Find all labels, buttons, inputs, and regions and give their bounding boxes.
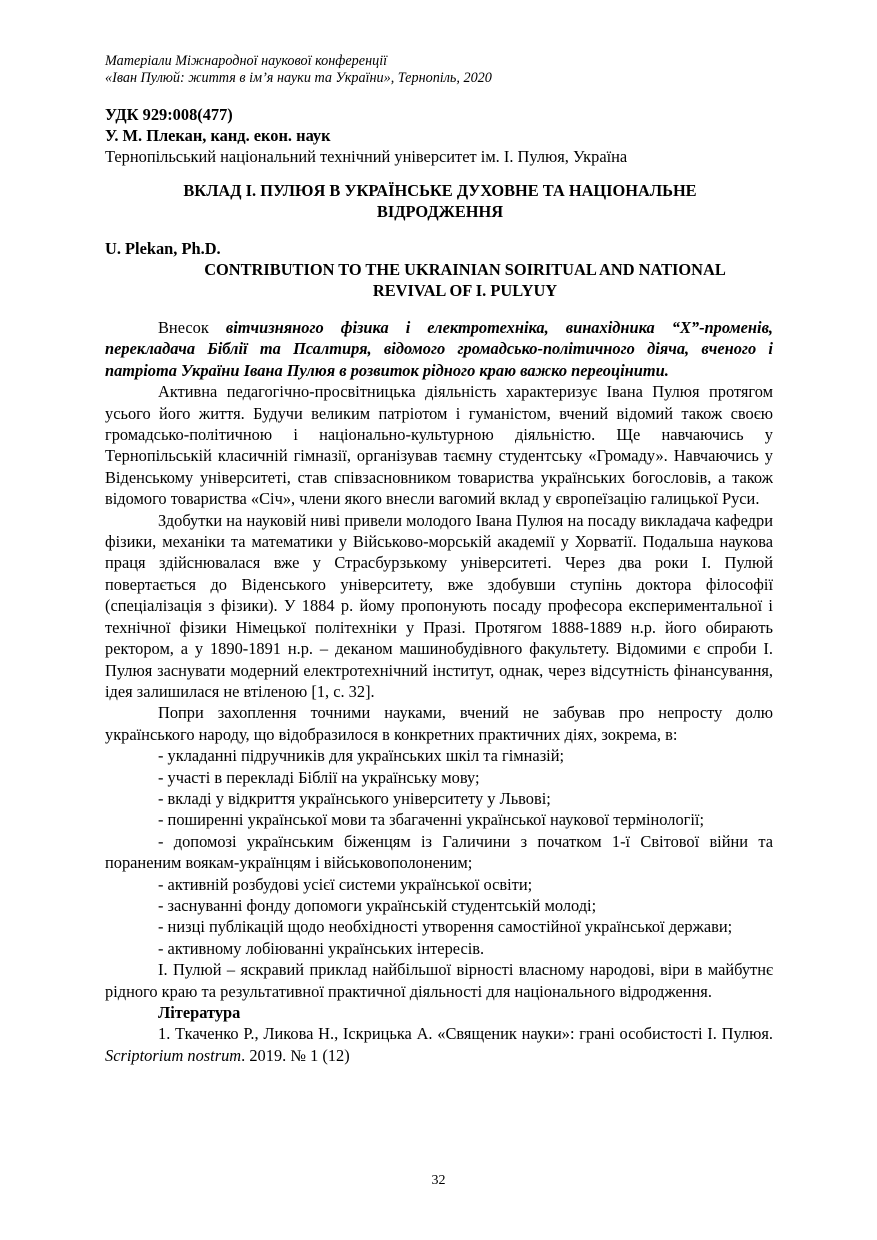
affiliation: Тернопільський національний технічний університет ім. І. Пулюя, Україна	[105, 147, 628, 166]
abstract-lead-plain: Внесок	[158, 318, 226, 337]
list-item: - активній розбудові усієї системи української освіти;	[158, 874, 533, 894]
list-item: - укладанні підручників для українських шкіл та гімназій;	[158, 746, 565, 766]
list-item: - активному лобіюванні українських інтересів.	[158, 938, 485, 958]
udc-code: УДК 929:008(477)	[105, 105, 233, 124]
article-body	[105, 317, 773, 1066]
author-uk: У. М. Плекан, канд. екон. наук	[105, 126, 331, 145]
title-en-line-2: REVIVAL OF I. PULYUY	[372, 281, 558, 300]
title-en-line-1: CONTRIBUTION TO THE UKRAINIAN SOIRITUAL AND NATIONAL	[204, 260, 726, 279]
title-uk-line-2: ВІДРОДЖЕННЯ	[376, 202, 504, 221]
title-ukrainian	[130, 180, 750, 222]
abstract-lead-emphasis: вітчизняного фізика і електротехніка, винахідника “X”-променів, перекладача Біблії та Псалтиря, відомого громадсько-політичного діяча, вченого і патріота України Івана Пулюя в розвиток рідного краю важко переоцінити.	[105, 318, 773, 380]
reference-journal: Scriptorium nostrum	[105, 1045, 242, 1065]
literature-heading: Література	[158, 1003, 241, 1022]
running-head-line-1: Матеріали Міжнародної наукової конференції	[105, 53, 388, 69]
paragraph-career: Здобутки на науковій ниві привели молодого Івана Пулюя на посаду викладача кафедри фізики, механіки та математики у Військово-морській академії у Хорватії. Подальша наукова праця здійснювалася вже у Страсбурзькому університеті. Через два роки І. Пулюй повертається до Віденського університету, вже здобувши ступінь доктора філософії (спеціалізація з фізики). У 1884 р. йому пропонують посаду професора експериментальної і технічної фізики Німецької політехніки у Празі. Протягом 1888-1889 н.р. його обирають ректором, а у 1890-1891 н.р. – деканом машинобудівного факультету. Відомими є спроби І. Пулюя заснувати модерний електротехнічний інститут, однак, через відсутність фінансування, ідея залишилася не втіленою [1, с. 32].	[105, 510, 773, 701]
paragraph-conclusion: І. Пулюй – яскравий приклад найбільшої вірності власному народові, віри в майбутнє рідного краю та результативної практичної діяльності для національного відродження.	[105, 960, 773, 1001]
article-meta	[105, 104, 785, 167]
reference-authors-title: 1. Ткаченко Р., Ликова Н., Іскрицька А. «Священик науки»: грані особистості І. Пулюя.	[158, 1024, 773, 1044]
list-item: - поширенні української мови та збагаченні української наукової термінології;	[158, 810, 705, 830]
list-item: - заснуванні фонду допомоги українській студентській молоді;	[158, 895, 597, 915]
paragraph-activity: Активна педагогічно-просвітницька діяльність характеризує Івана Пулюя протягом усього його життя. Будучи великим патріотом і гуманістом, вчений відомий також своєю громадсько-політичною і національно-культурною діяльністю. Ще навчаючись у Тернопільській класичній гімназії, організував таємну студентську «Громаду». Навчаючись у Віденському університеті, став співзасновником товариства українських богословів, а також відомого товариства «Січ», члени якого внесли вагомий вклад у європеїзацію галицької Руси.	[105, 382, 773, 509]
paragraph-national-intro: Попри захоплення точними науками, вчений не забував про непросту долю українського народу, що відобразилося в конкретних практичних діях, зокрема, в:	[105, 703, 773, 744]
page-number: 32	[431, 1173, 446, 1188]
running-head-line-2: «Іван Пулюй: життя в ім’я науки та України», Тернопіль, 2020	[105, 70, 492, 86]
running-head	[105, 53, 785, 87]
reference-issue: . 2019. № 1 (12)	[241, 1045, 350, 1065]
author-en: U. Plekan, Ph.D.	[105, 239, 221, 258]
list-item: - низці публікацій щодо необхідності утворення самостійної української держави;	[158, 917, 733, 937]
title-uk-line-1: ВКЛАД І. ПУЛЮЯ В УКРАЇНСЬКЕ ДУХОВНЕ ТА НАЦІОНАЛЬНЕ	[183, 181, 697, 200]
title-english	[120, 259, 810, 301]
abstract-paragraph	[105, 317, 773, 381]
reference-item	[105, 1023, 773, 1066]
list-item: - вкладі у відкриття українського університету у Львові;	[158, 788, 551, 808]
list-item: - допомозі українським біженцям із Галичини з початком 1-ї Світової війни та пораненим воякам-українцям і військовополоненим;	[105, 831, 773, 873]
list-item: - участі в перекладі Біблії на українську мову;	[158, 767, 480, 787]
